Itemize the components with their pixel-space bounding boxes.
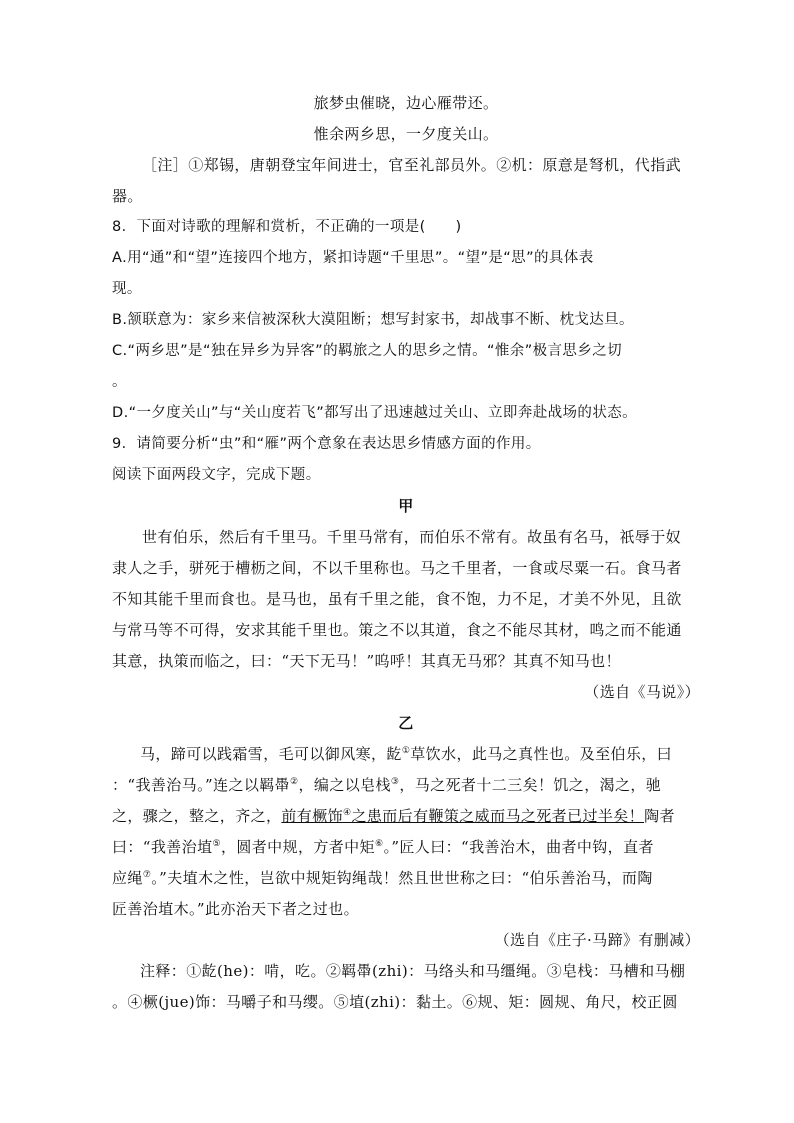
question-8-option-a-line-1: A.用“通”和“望”连接四个地方，紧扣诗题“千里思”。“望”是“思”的具体表 bbox=[112, 250, 594, 266]
question-8-option-c-line-2: 。 bbox=[112, 374, 127, 390]
reading-intro: 阅读下面两段文字，完成下题。 bbox=[112, 467, 321, 483]
passage-yi-line-4: 曰：“我善治埴⑤，圆者中规，方者中矩⑥。”匠人曰：“我善治木，曲者中钩，直者 bbox=[112, 838, 654, 856]
passage-yi-line-2: ：“我善治马。”连之以羁馽②，编之以皂栈③，马之死者十二三矣！饥之，渴之，驰 bbox=[112, 776, 662, 794]
poem-line-1: 旅梦虫催晓，边心雁带还。 bbox=[313, 94, 499, 112]
passage-jia-line-2: 隶人之手，骈死于槽枥之间，不以千里称也。马之千里者，一食或尽粟一石。食马者 bbox=[112, 559, 682, 577]
footnote-marker: ⑦ bbox=[142, 870, 152, 880]
passage-yi-title: 乙 bbox=[398, 714, 414, 732]
footnote-marker: ③ bbox=[390, 777, 400, 787]
annotation-line-2: 。④橛(jue)饰：马嚼子和马缨。⑤埴(zhi)：黏土。⑥规、矩：圆规、角尺，校正圆 bbox=[112, 993, 678, 1011]
poem-note-line-1: ［注］①郑锡，唐朝登宝年间进士，官至礼部员外。②机：原意是弩机，代指武 bbox=[142, 156, 682, 174]
question-8-option-a-line-2: 现。 bbox=[112, 281, 142, 297]
passage-yi-source: （选自《庄子·马蹄》有删减） bbox=[494, 931, 700, 949]
passage-jia-line-1: 世有伯乐，然后有千里马。千里马常有，而伯乐不常有。故虽有名马，祇辱于奴 bbox=[142, 528, 682, 546]
underlined-sentence: 前有橛饰④之患而后有鞭策之威而马之死者已过半矣！ bbox=[281, 807, 645, 825]
passage-yi-line-1: 马，蹄可以践霜雪，毛可以御风寒，龁①草饮水，此马之真性也。及至伯乐，曰 bbox=[140, 745, 673, 763]
question-8-stem: 8．下面对诗歌的理解和赏析，不正确的一项是( ) bbox=[112, 219, 462, 235]
document-page bbox=[112, 88, 700, 1018]
passage-jia-line-3: 不知其能千里而食也。是马也，虽有千里之能，食不饱，力不足，才美不外见，且欲 bbox=[112, 590, 682, 608]
question-8-option-b: B.颔联意为：家乡来信被深秋大漠阻断；想写封家书，却战事不断、枕戈达旦。 bbox=[112, 312, 634, 328]
question-9-stem: 9．请简要分析“虫”和“雁”两个意象在表达思乡情感方面的作用。 bbox=[112, 436, 541, 452]
passage-jia-source: （选自《马说》） bbox=[584, 683, 700, 701]
passage-yi-line-5: 应绳⑦。”夫埴木之性，岂欲中规矩钩绳哉！然且世世称之曰：“伯乐善治马，而陶 bbox=[112, 869, 653, 887]
poem-line-2: 惟余两乡思，一夕度关山。 bbox=[313, 125, 499, 143]
footnote-marker: ⑥ bbox=[374, 839, 384, 849]
passage-jia-line-5: 其意，执策而临之，曰：“天下无马！”呜呼！其真无马邪？其真不知马也！ bbox=[112, 652, 621, 670]
passage-yi-line-3: 之，骤之，整之，齐之，前有橛饰④之患而后有鞭策之威而马之死者已过半矣！陶者 bbox=[112, 807, 675, 825]
passage-yi-line-6: 匠善治埴木。”此亦治天下者之过也。 bbox=[112, 900, 359, 918]
question-8-option-c-line-1: C.“两乡思”是“独在异乡为异客”的羁旅之人的思乡之情。“惟余”极言思乡之切 bbox=[112, 343, 623, 359]
footnote-marker: ① bbox=[401, 746, 411, 756]
passage-jia-title: 甲 bbox=[398, 497, 414, 515]
question-8-option-d: D.“一夕度关山”与“关山度若飞”都写出了迅速越过关山、立即奔赴战场的状态。 bbox=[112, 405, 638, 421]
footnote-marker: ⑤ bbox=[212, 839, 221, 849]
passage-jia-line-4: 与常马等不可得，安求其能千里也。策之不以其道，食之不能尽其材，鸣之而不能通 bbox=[112, 621, 682, 639]
poem-note-line-2: 器。 bbox=[112, 187, 143, 205]
footnote-marker: ② bbox=[290, 777, 299, 787]
annotation-line-1: 注释：①龁(he)：啃，吃。②羁馽(zhi)：马络头和马缰绳。③皂栈：马槽和马棚 bbox=[140, 962, 686, 980]
footnote-marker: ④ bbox=[343, 808, 352, 818]
